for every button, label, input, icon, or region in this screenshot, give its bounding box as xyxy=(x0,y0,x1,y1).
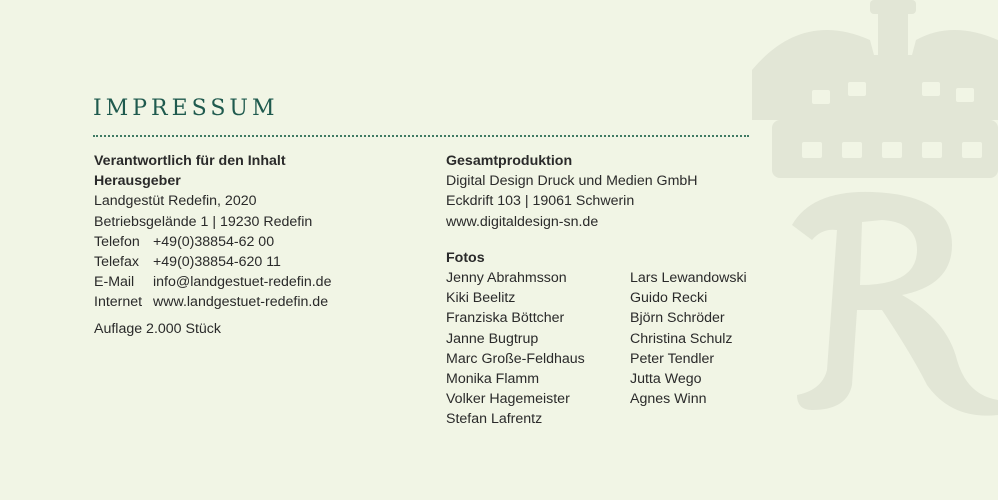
list-item: Guido Recki xyxy=(630,290,708,307)
photos-heading: Fotos xyxy=(446,249,485,266)
list-item: Lars Lewandowski xyxy=(630,270,747,286)
contact-value: +49(0)38854-62 00 xyxy=(153,233,275,250)
list-item: Stefan Lafrentz xyxy=(446,411,543,428)
page-title: IMPRESSUM xyxy=(93,96,279,121)
dotted-divider xyxy=(93,135,749,137)
list-item: Monika Flamm xyxy=(446,371,540,388)
contact-label: Telefon xyxy=(94,233,140,250)
contact-internet xyxy=(94,292,331,312)
contact-phone xyxy=(94,232,331,252)
list-item: Marc Große-Feldhaus xyxy=(446,350,585,367)
list-item: Janne Bugtrup xyxy=(446,330,539,347)
photographers-list-2 xyxy=(630,268,747,409)
circulation: Auflage 2.000 Stück xyxy=(94,320,221,337)
list-item: Jenny Abrahmsson xyxy=(446,270,567,286)
publisher-address: Betriebsgelände 1 | 19230 Redefin xyxy=(94,213,313,230)
contact-value[interactable]: info@landgestuet-redefin.de xyxy=(153,274,332,291)
contact-label: E-Mail xyxy=(94,274,135,291)
list-item: Volker Hagemeister xyxy=(446,391,570,408)
list-item: Jutta Wego xyxy=(630,371,702,388)
contact-fax xyxy=(94,252,331,272)
photographers-list-1 xyxy=(446,268,585,430)
production-section xyxy=(446,151,698,268)
list-item: Björn Schröder xyxy=(630,310,725,327)
publisher-section xyxy=(94,151,331,339)
list-item: Agnes Winn xyxy=(630,391,707,408)
publisher-heading: Herausgeber xyxy=(94,173,181,190)
responsibility-heading: Verantwortlich für den Inhalt xyxy=(94,153,286,169)
list-item: Franziska Böttcher xyxy=(446,310,565,327)
crown-monogram-watermark xyxy=(752,0,998,420)
list-item: Christina Schulz xyxy=(630,330,733,347)
contact-value: +49(0)38854-620 11 xyxy=(153,254,281,271)
production-heading: Gesamtproduktion xyxy=(446,153,573,169)
production-address: Eckdrift 103 | 19061 Schwerin xyxy=(446,193,635,210)
contact-label: Telefax xyxy=(94,254,139,271)
contact-value[interactable]: www.landgestuet-redefin.de xyxy=(153,294,329,311)
list-item: Kiki Beelitz xyxy=(446,290,516,307)
contact-email xyxy=(94,272,331,292)
production-company: Digital Design Druck und Medien GmbH xyxy=(446,173,698,190)
production-website[interactable]: www.digitaldesign-sn.de xyxy=(446,213,599,230)
list-item: Peter Tendler xyxy=(630,350,715,367)
contact-label: Internet xyxy=(94,294,143,311)
publisher-name: Landgestüt Redefin, 2020 xyxy=(94,193,257,210)
